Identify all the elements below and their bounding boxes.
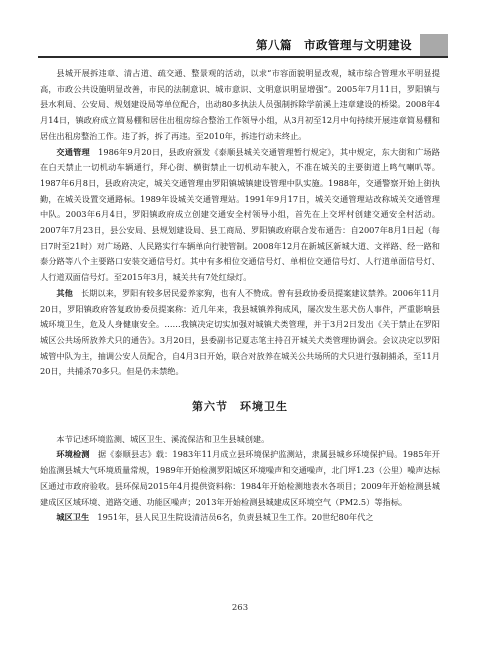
header-accent-block xyxy=(420,34,448,56)
paragraph xyxy=(40,432,440,448)
paragraph xyxy=(40,286,440,380)
paragraph-text: 1951年，县人民卫生院设清洁员6名，负责县城卫生工作。20世纪80年代之 xyxy=(97,512,374,523)
paragraph-text: 本节记述环境监测、城区卫生、溪流保洁和卫生县城创建。 xyxy=(56,433,270,444)
page-number: 263 xyxy=(231,603,249,613)
paragraph-term: 其他 xyxy=(56,287,73,298)
header-rule xyxy=(38,56,448,58)
paragraph xyxy=(40,66,440,145)
section-title xyxy=(40,399,440,415)
paragraph-text: 据《泰顺县志》载：1983年11月成立县环境保护监测站，隶属县城乡环境保护局。1985年开始监测县城大气环境质量常规，1989年开始检测罗阳城区环境噪声和交通噪声，北门坪1.23（公里）噪声达标区通过市政府验收。县环保局2015年4月提供资料称：1984年开始检测地表水各项目；2009年开始检测县城建成区区域环境、道路交通、功能区噪声；2013年开始检测县城建成区环境空气（PM2.5）等指标。 xyxy=(40,449,440,507)
paragraph xyxy=(40,447,440,510)
section-name: 环境卫生 xyxy=(240,400,288,414)
section-number: 第六节 xyxy=(192,400,228,414)
header-title: 第八篇 市政管理与文明建设 xyxy=(256,38,412,52)
paragraph-term: 城区卫生 xyxy=(56,512,90,523)
paragraph xyxy=(40,145,440,286)
paragraph xyxy=(40,510,440,526)
paragraph-term: 交通管理 xyxy=(56,146,90,157)
paragraph-text: 长期以来，罗阳有较多居民爱养家狗，也有人不赞成。曾有县政协委员提案建议禁养。2006年11月20日，罗阳镇政府答复政协委员提案称：近几年来，我县城镇养狗成风，屡次发生恶犬伤人事件，严重影响县城环境卫生，危及人身健康安全。……我镇决定切实加强对城镇犬类管理，并于3月2日发出《关于禁止在罗阳城区公共场所放养犬只的通告》。3月20日，县委副书记夏志笔主持召开城关犬类管理协调会。会议决定以罗阳城管中队为主，抽调公安人员配合，自4月3日开始，联合对放养在城关公共场所的犬只进行强制捕杀，至11月20日，共捕杀70多只。但是仍未禁绝。 xyxy=(40,287,440,377)
body-text xyxy=(40,66,440,526)
paragraph-text: 1986年9月20日，县政府颁发《泰顺县城关交通管理暂行规定》，其中规定，东大街和广场路在白天禁止一切机动车辆通行，拜心街、横街禁止一切机动车驶入，不准在城关的主要街道上鸣气喇叭等。1987年6月8日，县政府决定，城关交通管理由罗阳镇城镇建设管理中队实施。1988年，交通警察开始上街执勤，在城关设置交通路标。1989年设城关交通管理站。1991年9月17日，城关交通管理站改称城关交通管理中队。2003年6月4日，罗阳镇政府成立创建交通安全村领导小组，首先在上交坪村创建交通安全村活动。2007年7月23日，县公安局、县规划建设局、县工商局、罗阳镇政府联合发布通告：自2007年8月1日起（每日7时至21时）对广场路、人民路实行车辆单向行驶管制。2008年12月在新城区新城大道、文祥路、经一路和泰分路等八个主要路口安装交通信号灯。其中有多相位交通信号灯、单相位交通信号灯、人行道单面信号灯、人行道双面信号灯。至2015年3月，城关共有7处红绿灯。 xyxy=(40,146,440,283)
running-header xyxy=(38,34,448,58)
paragraph-text: 县城开展拆违章、清占道、疏交通、整景观的活动，以求“市容面貌明显改观，城市综合管理水平明显提高，市政公共设施明显改善，市民的法制意识、城市意识、文明意识明显增强”。2005年7月11日，罗阳镇与县水利局、公安局、规划建设局等单位配合，出动80多执法人员强制拆除学前溪上违章建设的桥梁。2008年4月14日，镇政府成立简易棚和居住出租房综合整治工作领导小组，从3月初至12月中旬持续开展违章简易棚和居住出租房整治工作。违了拆，拆了再违。至2010年，拆违行动未终止。 xyxy=(40,68,440,141)
paragraph-term: 环境检测 xyxy=(56,449,90,460)
